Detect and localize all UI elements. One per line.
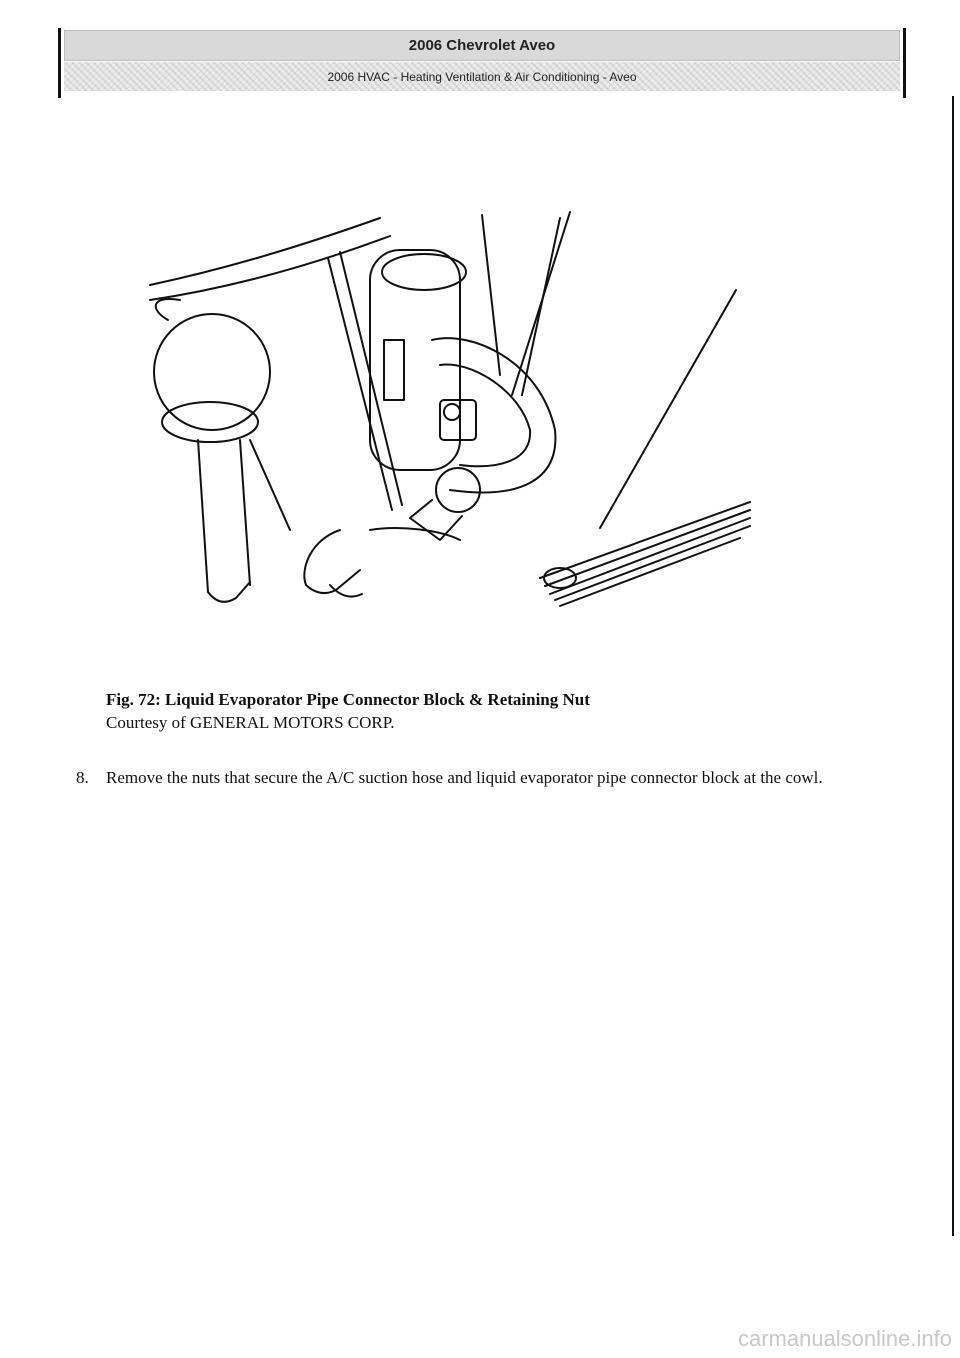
header-title: 2006 Chevrolet Aveo	[64, 30, 900, 61]
figure-caption-title: Fig. 72: Liquid Evaporator Pipe Connector Block & Retaining Nut	[106, 690, 590, 709]
procedure-step	[76, 766, 906, 789]
page-header	[58, 28, 906, 94]
figure-caption	[106, 688, 846, 734]
header-rule-right	[903, 28, 906, 98]
right-margin-line	[952, 96, 954, 1236]
header-subtitle: 2006 HVAC - Heating Ventilation & Air Conditioning - Aveo	[64, 62, 900, 91]
figure-caption-credit: Courtesy of GENERAL MOTORS CORP.	[106, 713, 395, 732]
header-rule-left	[58, 28, 61, 98]
step-text: Remove the nuts that secure the A/C suction hose and liquid evaporator pipe connector block at the cowl.	[106, 768, 823, 787]
figure-illustration	[140, 200, 760, 620]
step-number: 8.	[76, 768, 89, 787]
watermark: carmanualsonline.info	[737, 1326, 952, 1351]
